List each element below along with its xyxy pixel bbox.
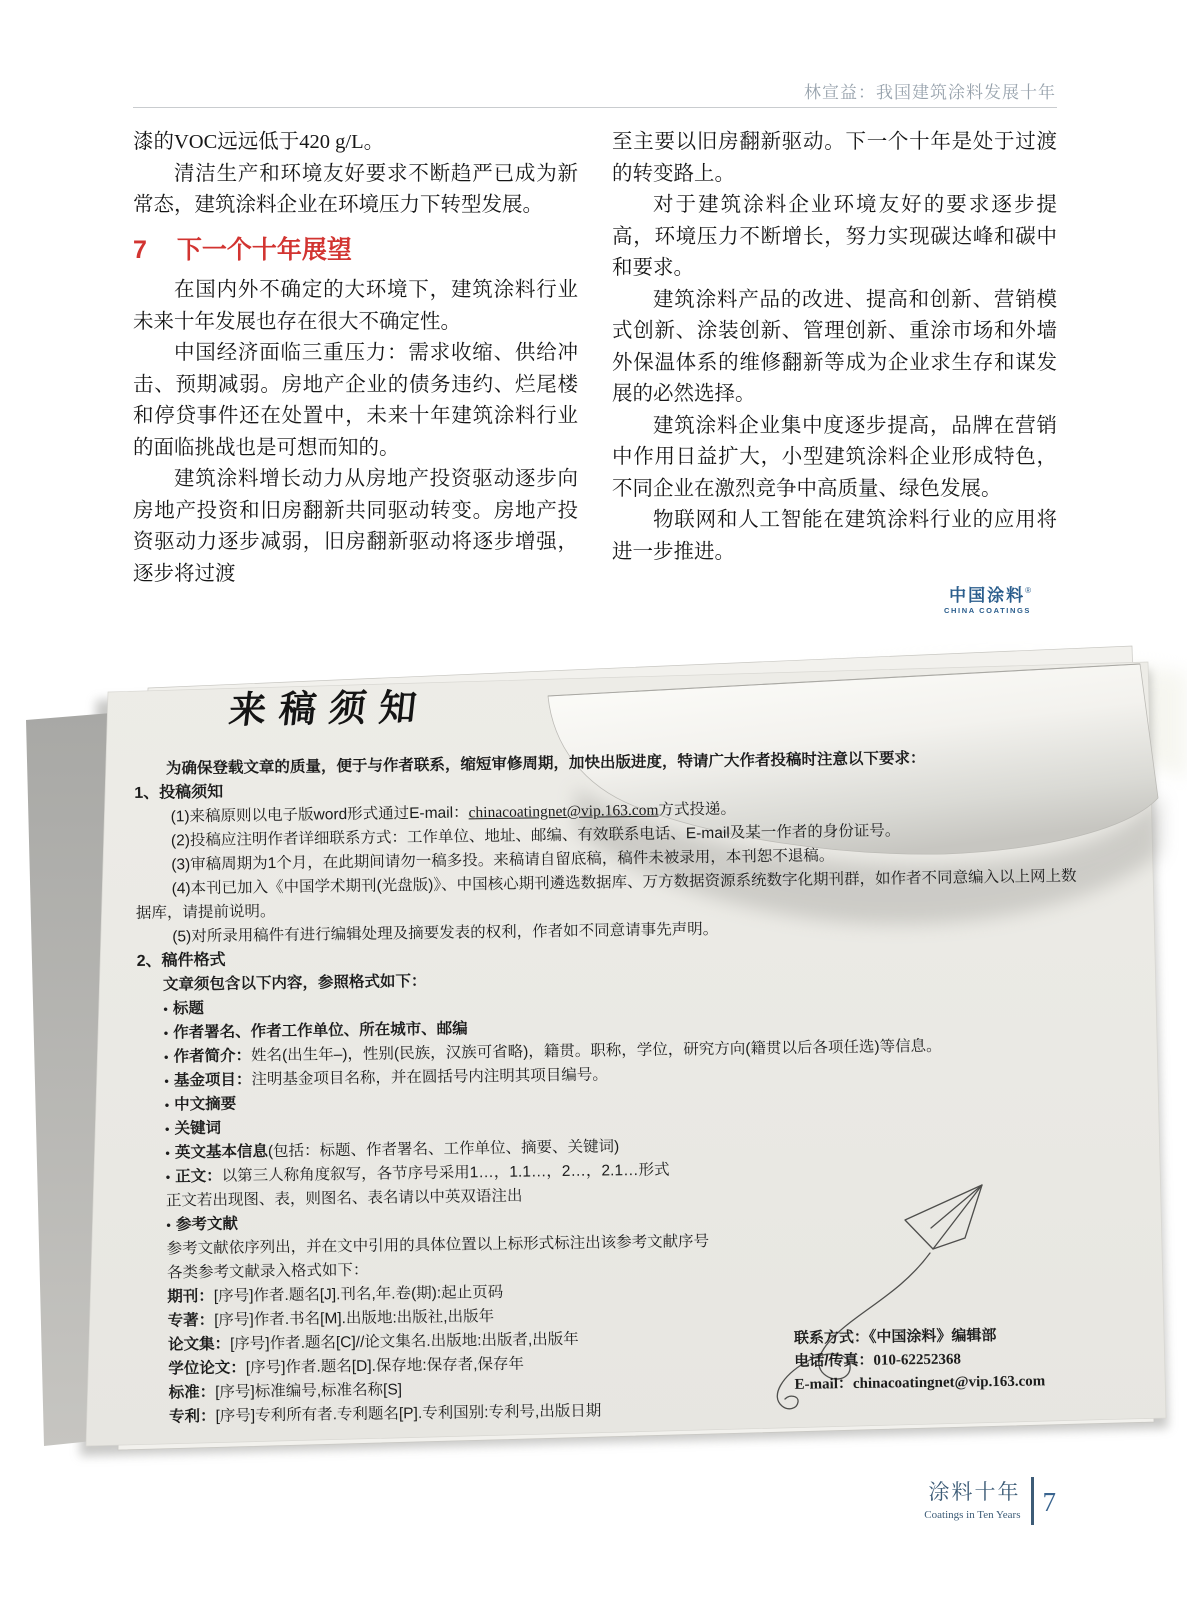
running-head: 林宣益：我国建筑涂料发展十年: [804, 83, 1056, 102]
footer-divider: [1031, 1477, 1034, 1525]
notice-item: (4)本刊已加入《中国学术期刊(光盘版)》、中国核心期刊遴选数据库、万方数据资源系统数字化期刊群，如作者不同意编入以上网上数据库，请提前说明。: [135, 867, 1077, 922]
reference-format: 学位论文：[序号]作者.题名[D].保存地:保存者,保存年: [168, 1355, 525, 1378]
format-bullet: • 中文摘要: [139, 1081, 1094, 1118]
format-bullet: • 关键词: [139, 1105, 1094, 1142]
reference-format: 专著：[序号]作者.书名[M].出版地:出版社,出版年: [167, 1308, 495, 1330]
notice-item: (5)对所录用稿件有进行编辑处理及摘要发表的权利，作者如不同意请事先声明。: [172, 920, 719, 946]
format-bullet: • 参考文献: [140, 1201, 1095, 1238]
notice-section2-heading: 2、稿件格式: [136, 951, 226, 970]
article-column-left: [133, 127, 578, 615]
paragraph: 建筑涂料企业集中度逐步提高，品牌在营销中作用日益扩大，小型建筑涂料企业形成特色，不同企业在激烈竞争中高质量、绿色发展。: [612, 414, 1057, 500]
section-title: 下一个十年展望: [176, 235, 352, 264]
notice-intro: 为确保登载文章的质量，便于与作者联系，缩短审修周期，加快出版进度，特请广大作者投稿时注意以下要求：: [165, 749, 926, 778]
logo-text-en: CHINA COATINGS: [944, 605, 1031, 615]
contact-line: 电话/传真：010-62252368: [794, 1351, 962, 1370]
format-bullet: • 作者简介：姓名(出生年–)，性别(民族，汉族可省略)，籍贯。职称，学位，研究方向(籍贯以后各项任选)等信息。: [138, 1033, 1093, 1070]
contact-line: E-mail：chinacoatingnet@vip.163.com: [794, 1373, 1046, 1393]
notice-item: (1)来稿原则以电子版word形式通过E-mail：chinacoatingnet@vip.163.com方式投递。: [170, 800, 737, 826]
email-address: chinacoatingnet@vip.163.com: [852, 1373, 1046, 1393]
contact-line: 联系方式：《中国涂料》编辑部: [793, 1327, 997, 1347]
email-address: chinacoatingnet@vip.163.com: [468, 801, 659, 822]
article-column-right: [612, 127, 1057, 615]
notice-title: 来稿须知: [226, 686, 432, 731]
notice-note: 正文若出现图、表，则图名、表名请以中英双语注出: [165, 1187, 523, 1210]
page-number: 7: [1042, 1487, 1056, 1517]
page-footer: [924, 1477, 1056, 1525]
reference-format: 标准：[序号]标准编号,标准名称[S]: [168, 1381, 403, 1402]
paragraph: 物联网和人工智能在建筑涂料行业的应用将进一步推进。: [612, 509, 1057, 563]
paragraph: 清洁生产和环境友好要求不断趋严已成为新常态，建筑涂料企业在环境压力下转型发展。: [133, 162, 578, 216]
editorial-contact: [794, 1323, 1046, 1396]
format-bullet: • 英文基本信息(包括：标题、作者署名、工作单位、摘要、关键词): [139, 1129, 1094, 1166]
journal-name-cn: 涂料十年: [928, 1480, 1021, 1504]
notice-item: (2)投稿应注明作者详细联系方式：工作单位、地址、邮编、有效联系电话、E-mail及某一作者的身份证号。: [170, 822, 901, 850]
logo-text-cn: 中国涂料: [949, 586, 1026, 605]
format-bullet: • 作者署名、作者工作单位、所在城市、邮编: [137, 1009, 1092, 1046]
notice-item: (3)审稿周期为1个月，在此期间请勿一稿多投。来稿请自留底稿，稿件未被录用，本刊恕不退稿。: [171, 847, 835, 874]
submission-notice-stack: [0, 628, 1187, 1480]
submission-notice: [133, 687, 1098, 1430]
paragraph: 至主要以旧房翻新驱动。下一个十年是处于过渡的转变路上。: [612, 131, 1057, 185]
journal-name: [924, 1477, 1020, 1525]
format-bullet: • 标题: [137, 985, 1092, 1022]
paragraph: 对于建筑涂料企业环境友好的要求逐步提高，环境压力不断增长，努力实现碳达峰和碳中和要求。: [612, 194, 1057, 279]
section-number: 7: [133, 235, 147, 264]
phone-number: 010-62252368: [873, 1351, 962, 1369]
paragraph: 漆的VOC远远低于420 g/L。: [133, 131, 385, 153]
journal-name-en: Coatings in Ten Years: [924, 1509, 1021, 1521]
notice-section1-heading: 1、投稿须知: [134, 783, 224, 802]
notice-note: 各类参考文献录入格式如下：: [166, 1261, 369, 1282]
paragraph: 建筑涂料增长动力从房地产投资驱动逐步向房地产投资和旧房翻新共同驱动转变。房地产投资驱动力逐步减弱，旧房翻新驱动将逐步增强，逐步将过渡: [133, 468, 578, 585]
paragraph: 中国经济面临三重压力：需求收缩、供给冲击、预期减弱。房地产企业的债务违约、烂尾楼和停贷事件还在处置中，未来十年建筑涂料行业的面临挑战也是可想而知的。: [133, 342, 578, 459]
notice-subheading: 文章须包含以下内容，参照格式如下：: [162, 972, 427, 994]
trademark-icon: ®: [1025, 586, 1031, 596]
reference-format: 专利：[序号]专利所有者.专利题名[P].专利国别:专利号,出版日期: [168, 1402, 602, 1426]
paragraph: 建筑涂料产品的改进、提高和创新、营销模式创新、涂装创新、管理创新、重涂市场和外墙外保温体系的维修翻新等成为企业求生存和谋发展的必然选择。: [612, 288, 1057, 405]
article-body: [133, 127, 1057, 615]
section-heading: [133, 235, 578, 267]
notice-note: 参考文献依序列出，并在文中引用的具体位置以上标形式标注出该参考文献序号: [166, 1233, 710, 1258]
header-divider: [133, 107, 1057, 108]
format-bullet: • 正文：以第三人称角度叙写，各节序号采用1…，1.1…，2…，2.1…形式: [140, 1153, 1095, 1190]
china-coatings-logo: [612, 584, 1057, 615]
paragraph: 在国内外不确定的大环境下，建筑涂料行业未来十年发展也存在很大不确定性。: [133, 279, 578, 333]
format-bullet: • 基金项目：注明基金项目名称，并在圆括号内注明其项目编号。: [138, 1057, 1093, 1094]
reference-format: 论文集：[序号]作者.题名[C]//论文集名.出版地:出版者,出版年: [167, 1330, 579, 1354]
reference-format: 期刊：[序号]作者.题名[J].刊名,年.卷(期):起止页码: [167, 1283, 504, 1306]
